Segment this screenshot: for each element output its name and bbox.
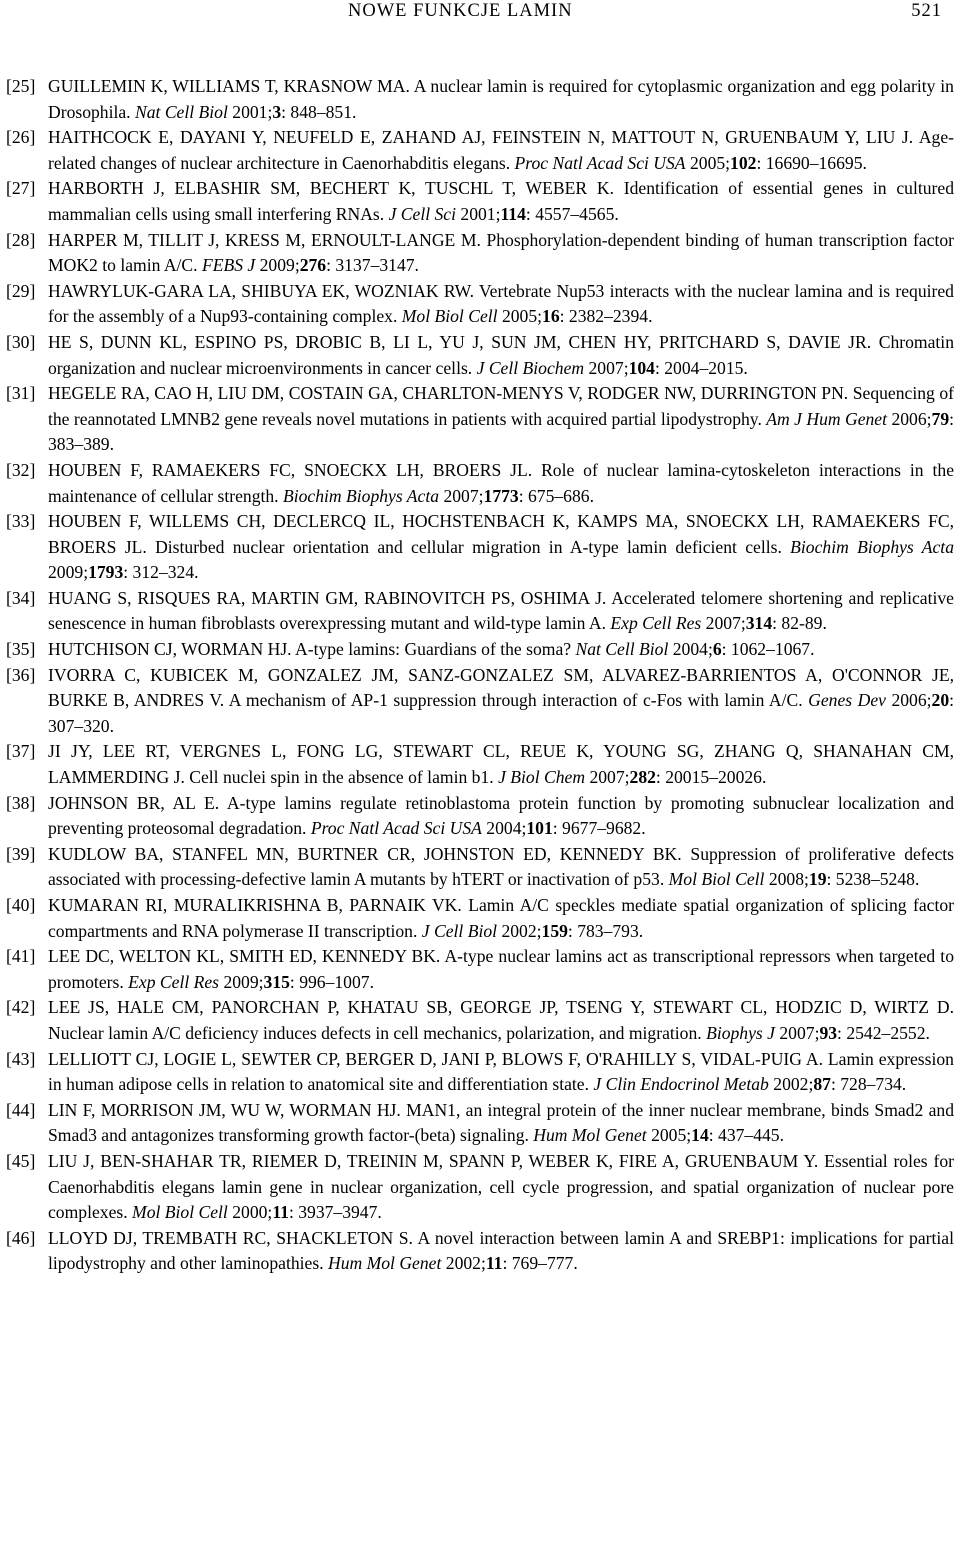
reference-pages: : 5238–5248. [826,869,920,890]
reference-authors: HUANG S, RISQUES RA, MARTIN GM, RABINOVITCH PS, OSHIMA J. [48,587,607,608]
reference-list [6,74,954,1277]
reference-item [6,176,954,227]
reference-pages: : 437–445. [708,1125,784,1146]
reference-title: Cell nuclei spin in the absence of lamin b1. [189,767,494,788]
reference-journal: FEBS J [201,255,256,276]
reference-journal: Nat Cell Biol [135,101,228,122]
reference-pages: : 769–777. [502,1253,578,1274]
reference-volume: 20 [931,690,950,711]
reference-number: [28] [6,229,36,250]
reference-title: A novel interaction between lamin A and SREBP1: implications for partial lipodystrophy and other laminopathies. [48,1227,954,1274]
reference-pages: : 2004–2015. [654,357,748,378]
reference-item [6,125,954,176]
reference-year: 2006; [891,690,932,711]
reference-year: 2004; [672,639,713,660]
reference-volume: 93 [819,1022,838,1043]
reference-pages: : 2382–2394. [559,306,653,327]
reference-authors: GUILLEMIN K, WILLIAMS T, KRASNOW MA. [48,76,410,96]
reference-pages: : 16690–16695. [756,152,867,173]
reference-volume: 315 [263,971,290,992]
reference-authors: LEE DC, WELTON KL, SMITH ED, KENNEDY BK. [48,946,441,967]
reference-volume: 101 [526,818,553,839]
reference-volume: 1773 [483,485,519,506]
reference-volume: 19 [808,869,827,890]
reference-item [6,739,954,790]
reference-year: 2005; [651,1125,692,1146]
reference-journal: Biochim Biophys Acta [282,485,440,506]
reference-volume: 114 [500,203,526,224]
reference-item [6,509,954,586]
reference-item [6,330,954,381]
reference-title: A mechanism of AP-1 suppression through interaction of c-Fos with lamin A/C. [228,690,803,711]
reference-title: Lamin expression in human adipose cells in relation to anatomical site and differentiation state. [48,1048,954,1095]
reference-year: 2007; [589,767,630,788]
reference-year: 2007; [588,357,629,378]
reference-number: [40] [6,895,36,915]
reference-volume: 102 [730,152,757,173]
reference-title: A nuclear lamin is required for cytoplasmic organization and egg polarity in Drosophila. [48,76,954,122]
reference-journal: Proc Natl Acad Sci USA [310,818,482,839]
reference-pages: : 1062–1067. [721,639,815,660]
reference-journal: Proc Natl Acad Sci USA [514,152,686,173]
reference-authors: LLOYD DJ, TREMBATH RC, SHACKLETON S. [48,1227,413,1248]
reference-journal: Mol Biol Cell [401,306,498,327]
reference-journal: Genes Dev [808,690,886,711]
reference-authors: LIU J, BEN-SHAHAR TR, RIEMER D, TREININ M, SPANN P, WEBER K, FIRE A, GRUENBAUM Y. [48,1150,819,1171]
reference-item [6,1149,954,1226]
reference-pages: : 728–734. [830,1074,907,1095]
reference-title: Essential roles for Caenorhabditis elegans lamin gene in nuclear organization, cell cycle progression, and spatial organization of nuclear pore complexes. [48,1150,955,1223]
reference-number: [31] [6,383,36,404]
reference-journal: Mol Biol Cell [668,869,765,890]
reference-title: Vertebrate Nup53 interacts with the nuclear lamina and is required for the assembly of a Nup93-containing complex. [48,280,954,327]
reference-pages: : 307–320. [48,690,955,736]
reference-year: 2007; [705,613,746,634]
reference-journal: Mol Biol Cell [132,1202,228,1223]
running-title: NOWE FUNKCJE LAMIN [348,1,573,21]
reference-item [6,381,954,458]
page-number: 521 [911,1,942,21]
reference-journal: J Cell Biol [421,920,498,941]
reference-number: [33] [6,511,36,532]
reference-pages: : 2542–2552. [837,1022,930,1043]
running-head [0,0,960,28]
reference-pages: : 9677–9682. [552,818,646,839]
reference-number: [36] [6,664,36,685]
reference-title: Chromatin organization and nuclear microenvironments in cancer cells. [48,331,954,378]
reference-item [6,228,954,279]
reference-pages: : 3137–3147. [326,255,419,276]
reference-journal: Exp Cell Res [128,971,220,992]
reference-authors: KUMARAN RI, MURALIKRISHNA B, PARNAIK VK. [48,895,462,915]
reference-pages: : 20015–20026. [655,767,767,788]
reference-number: [37] [6,741,36,762]
reference-title: A-type nuclear lamins act as transcriptional repressors when targeted to promoters. [48,946,954,992]
reference-volume: 282 [629,767,656,788]
reference-authors: HE S, DUNN KL, ESPINO PS, DROBIC B, LI L, YU J, SUN JM, CHEN HY, PRITCHARD S, DAVIE JR. [48,331,872,352]
reference-volume: 104 [628,357,655,378]
reference-title: Identification of essential genes in cultured mammalian cells using small interfering RNAs. [48,178,955,224]
reference-authors: LELLIOTT CJ, LOGIE L, SEWTER CP, BERGER D, JANI P, BLOWS F, O'RAHILLY S, VIDAL-PUIG A. [48,1048,823,1069]
reference-title: Accelerated telomere shortening and replicative senescence in human fibroblasts overexpressing mutant and wild-type lamin A. [48,587,954,634]
reference-number: [26] [6,127,36,148]
reference-year: 2005; [501,306,543,327]
reference-item [6,995,954,1046]
reference-journal: J Clin Endocrinol Metab [593,1074,769,1095]
reference-item [6,1098,954,1149]
reference-year: 2002; [501,920,542,941]
reference-pages: : 312–324. [123,562,199,583]
reference-item [6,944,954,995]
reference-title: A-type lamins: Guardians of the soma? [295,639,572,660]
reference-number: [29] [6,280,36,301]
reference-year: 2005; [689,152,731,173]
reference-journal: Am J Hum Genet [766,408,888,429]
reference-authors: HOUBEN F, WILLEMS CH, DECLERCQ IL, HOCHSTENBACH K, KAMPS MA, SNOECKX LH, RAMAEKERS FC, BROERS JL. [48,511,954,557]
reference-number: [35] [6,639,36,660]
reference-item [6,586,954,637]
reference-authors: HARPER M, TILLIT J, KRESS M, ERNOULT-LANGE M. [48,229,481,250]
reference-journal: Biophys J [706,1022,775,1043]
reference-title: Disturbed nuclear orientation and cellular migration in A-type lamin deficient cells. [155,536,782,557]
reference-volume: 1793 [88,562,124,583]
reference-authors: IVORRA C, KUBICEK M, GONZALEZ JM, SANZ-GONZALEZ SM, ALVAREZ-BARRIENTOS A, O'CONNOR JE, BURKE B, ANDRES V. [48,664,954,711]
reference-volume: 16 [542,306,560,327]
reference-item [6,74,954,125]
reference-year: 2009; [259,255,300,276]
reference-volume: 87 [813,1074,831,1095]
reference-title: Phosphorylation-dependent binding of human transcription factor MOK2 to lamin A/C. [48,229,955,276]
reference-authors: HOUBEN F, RAMAEKERS FC, SNOECKX LH, BROERS JL. [48,459,533,480]
reference-authors: HAWRYLUK-GARA LA, SHIBUYA EK, WOZNIAK RW. [48,280,474,301]
reference-year: 2004; [486,818,527,839]
reference-item [6,637,954,663]
reference-item [6,842,954,893]
reference-pages: : 783–793. [567,920,644,941]
reference-volume: 11 [485,1253,503,1274]
reference-journal: Biochim Biophys Acta [790,536,954,557]
reference-pages: : 3937–3947. [288,1202,382,1223]
reference-number: [27] [6,178,36,199]
reference-journal: Hum Mol Genet [533,1125,647,1146]
reference-journal: J Biol Chem [498,767,586,788]
reference-number: [46] [6,1227,36,1248]
reference-title: Lamin A/C speckles mediate spatial organization of splicing factor compartments and RNA polymerase II transcription. [48,895,955,941]
reference-volume: 3 [272,101,282,122]
reference-year: 2001; [460,203,501,224]
reference-year: 2002; [773,1074,814,1095]
reference-year: 2001; [232,101,273,122]
reference-title: Age-related changes of nuclear architecture in Caenorhabditis elegans. [48,127,954,173]
reference-year: 2007; [443,485,484,506]
reference-year: 2009; [48,562,89,583]
reference-number: [38] [6,792,36,813]
reference-title: Role of nuclear lamina-cytoskeleton interactions in the maintenance of cellular strength. [48,459,954,506]
reference-item [6,1047,954,1098]
reference-item [6,279,954,330]
reference-number: [30] [6,331,36,352]
reference-pages: : 675–686. [518,485,594,506]
reference-authors: HAITHCOCK E, DAYANI Y, NEUFELD E, ZAHAND AJ, FEINSTEIN N, MATTOUT N, GRUENBAUM Y, LIU J. [48,127,914,148]
reference-number: [25] [6,76,36,96]
reference-item [6,458,954,509]
reference-authors: JOHNSON BR, AL E. [48,792,220,813]
reference-authors: HEGELE RA, CAO H, LIU DM, COSTAIN GA, CHARLTON-MENYS V, RODGER NW, DURRINGTON PN. [48,383,849,404]
reference-number: [42] [6,997,36,1018]
reference-journal: Exp Cell Res [610,613,702,634]
reference-item [6,893,954,944]
reference-volume: 314 [745,613,773,634]
reference-authors: HUTCHISON CJ, WORMAN HJ. [48,639,292,660]
reference-year: 2006; [891,408,932,429]
reference-year: 2002; [445,1253,486,1274]
reference-year: 2008; [768,869,809,890]
reference-volume: 79 [931,408,950,429]
reference-journal: J Cell Biochem [476,357,585,378]
reference-title: MAN1, an integral protein of the inner nuclear membrane, binds Smad2 and Smad3 and antagonizes transforming growth factor-(beta) signaling. [48,1099,954,1146]
reference-number: [41] [6,946,36,967]
reference-pages: : 996–1007. [289,971,374,992]
reference-title: Nuclear lamin A/C deficiency induces defects in cell mechanics, polarization, and migration. [48,1022,702,1043]
reference-volume: 6 [712,639,722,660]
reference-year: 2007; [779,1022,820,1043]
reference-journal: J Cell Sci [388,203,456,224]
reference-volume: 276 [299,255,327,276]
reference-authors: LEE JS, HALE CM, PANORCHAN P, KHATAU SB, GEORGE JP, TSENG Y, STEWART CL, HODZIC D, WIRTZ D. [48,997,954,1018]
reference-journal: Hum Mol Genet [328,1253,442,1274]
reference-item [6,1226,954,1277]
reference-number: [34] [6,587,36,608]
reference-volume: 159 [541,920,568,941]
reference-authors: JI JY, LEE RT, VERGNES L, FONG LG, STEWART CL, REUE K, YOUNG SG, ZHANG Q, SHANAHAN CM, LAMMERDING J. [48,741,954,788]
reference-number: [44] [6,1099,36,1120]
reference-journal: Nat Cell Biol [575,639,669,660]
reference-item [6,791,954,842]
reference-pages: : 848–851. [281,101,357,122]
reference-pages: : 82-89. [772,613,827,634]
reference-number: [39] [6,843,36,864]
reference-year: 2009; [223,971,264,992]
reference-title: Sequencing of the reannotated LMNB2 gene reveals novel mutations in patients with acquired partial lipodystrophy. [48,383,954,429]
reference-number: [45] [6,1150,36,1171]
reference-item [6,663,954,740]
reference-pages: : 383–389. [48,408,954,455]
reference-volume: 11 [272,1202,289,1223]
reference-title: A-type lamins regulate retinoblastoma protein function by promoting subnuclear localization and preventing proteosomal degradation. [48,792,955,839]
reference-authors: HARBORTH J, ELBASHIR SM, BECHERT K, TUSCHL T, WEBER K. [48,178,614,199]
reference-pages: : 4557–4565. [525,203,619,224]
reference-authors: KUDLOW BA, STANFEL MN, BURTNER CR, JOHNSTON ED, KENNEDY BK. [48,843,682,864]
reference-title: Suppression of proliferative defects associated with processing-defective lamin A mutants by hTERT or inactivation of p53. [48,843,955,890]
reference-number: [43] [6,1048,36,1069]
reference-volume: 14 [691,1125,709,1146]
reference-year: 2000; [232,1202,273,1223]
reference-authors: LIN F, MORRISON JM, WU W, WORMAN HJ. [48,1099,401,1120]
reference-number: [32] [6,459,36,480]
